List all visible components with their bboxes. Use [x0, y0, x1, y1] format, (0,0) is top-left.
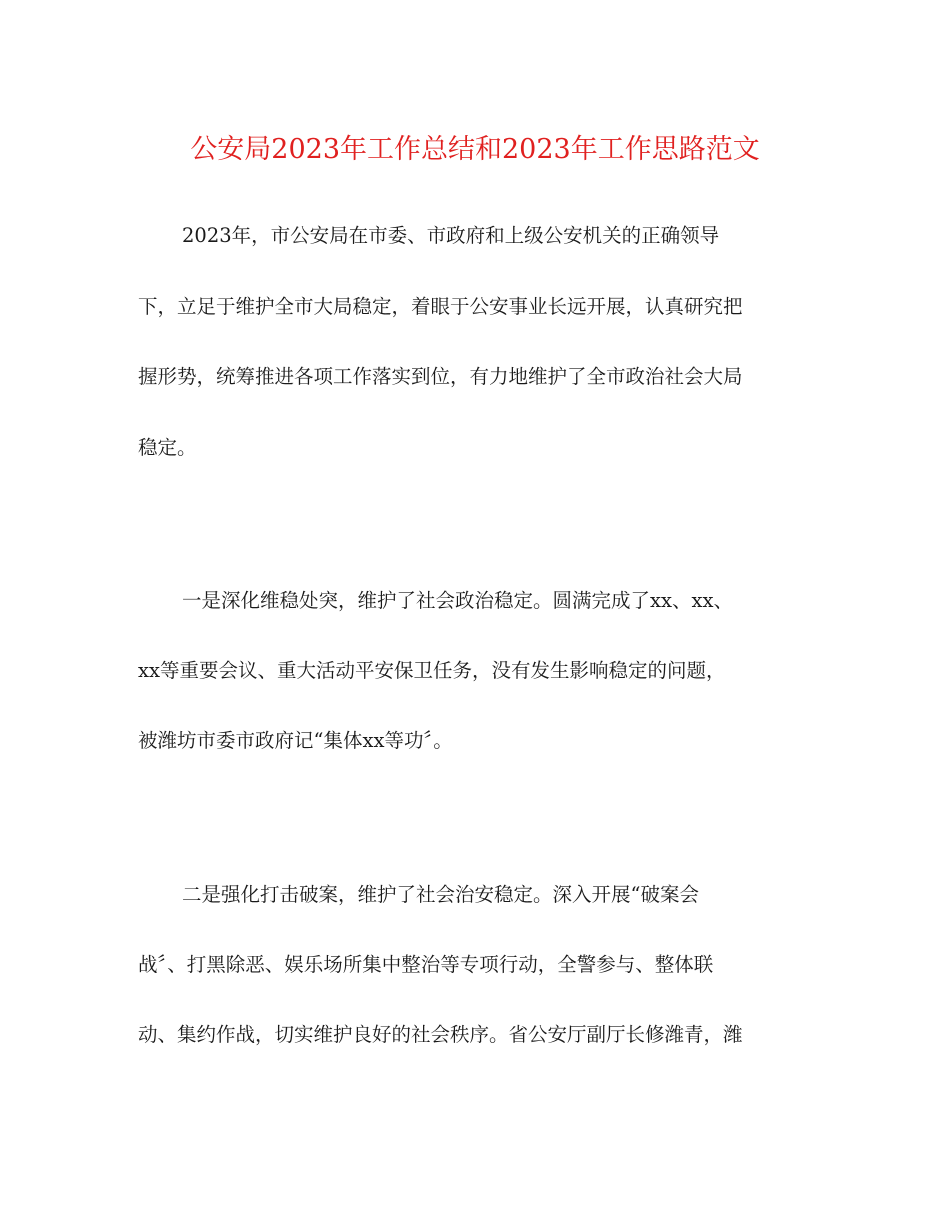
paragraph-line: 一是深化维稳处突，维护了社会政治稳定。圆满完成了xx、xx、: [182, 589, 733, 612]
document-title: 公安局2023年工作总结和2023年工作思路范文: [190, 134, 760, 165]
paragraph-line: 稳定。: [138, 436, 197, 459]
paragraph-line: 下，立足于维护全市大局稳定，着眼于公安事业长远开展，认真研究把: [138, 295, 743, 318]
paragraph-line: 2023年，市公安局在市委、市政府和上级公安机关的正确领导: [182, 224, 720, 247]
paragraph-line: 二是强化打击破案，维护了社会治安稳定。深入开展“破案会: [182, 883, 699, 906]
paragraph-line: 被潍坊市委市政府记“集体xx等功〞。: [138, 729, 453, 752]
paragraph-line: xx等重要会议、重大活动平安保卫任务，没有发生影响稳定的问题，: [138, 659, 726, 682]
paragraph-line: 握形势，统筹推进各项工作落实到位，有力地维护了全市政治社会大局: [138, 365, 743, 388]
paragraph-line: 动、集约作战，切实维护良好的社会秩序。省公安厅副厅长修潍青，潍: [138, 1023, 743, 1046]
paragraph-line: 战〞、打黑除恶、娱乐场所集中整治等专项行动，全警参与、整体联: [138, 953, 714, 976]
